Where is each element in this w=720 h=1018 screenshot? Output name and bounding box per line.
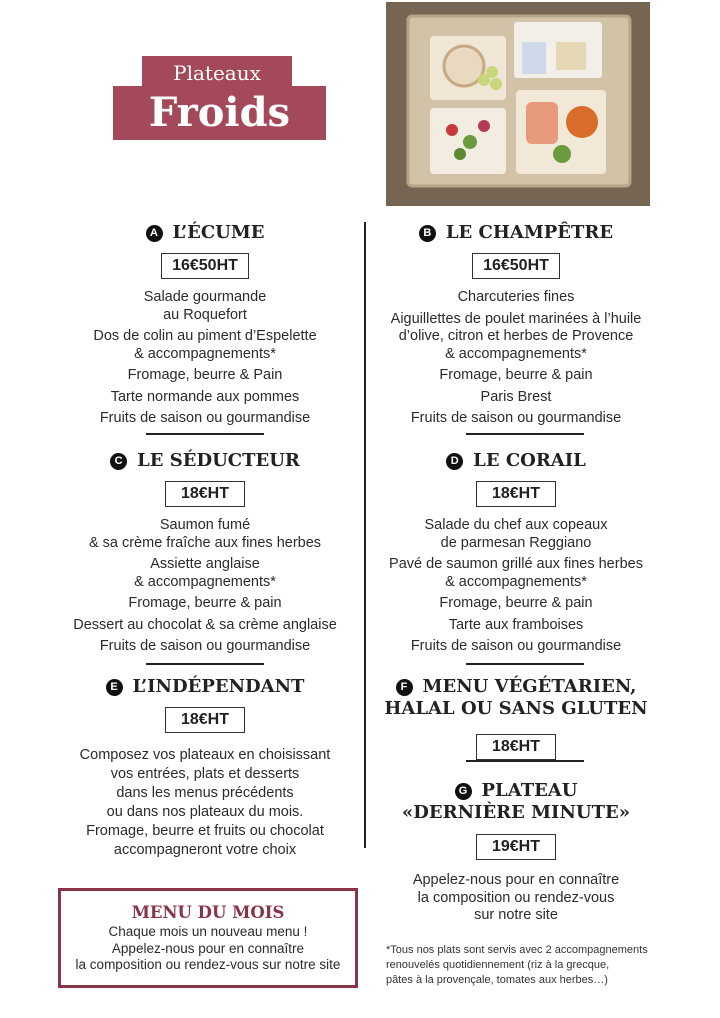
menu-item-a	[55, 222, 355, 428]
desc-line: Dessert au chocolat & sa crème anglaise	[73, 616, 337, 633]
footnote-line: pâtes à la provençale, tomates aux herbes…)	[386, 974, 608, 986]
item-title-row	[55, 222, 355, 244]
desc-line: Fruits de saison ou gourmandise	[99, 410, 311, 426]
box-line: Chaque mois un nouveau menu !	[108, 924, 308, 939]
desc-line: sur notre site	[474, 907, 558, 923]
menu-du-mois-box	[58, 888, 358, 988]
item-title: LE CORAIL	[473, 450, 586, 471]
letter-badge: F	[396, 679, 413, 696]
menu-item-e	[55, 676, 355, 860]
item-separator	[466, 760, 584, 762]
desc-line: Salade du chef aux copeaux	[424, 517, 608, 533]
item-description	[366, 872, 666, 925]
item-title-row	[366, 780, 666, 802]
desc-line: Appelez-nous pour en connaître	[412, 872, 620, 888]
desc-line: Composez vos plateaux en choisissant	[79, 747, 331, 763]
item-title: LE CHAMPÊTRE	[445, 222, 614, 243]
item-separator	[146, 663, 264, 665]
menu-du-mois-title: MENU DU MOIS	[131, 903, 285, 922]
desc-line: & accompagnements*	[445, 573, 587, 590]
item-description	[366, 289, 666, 428]
desc-line: Fruits de saison ou gourmandise	[99, 638, 311, 654]
letter-badge: D	[446, 453, 463, 470]
desc-line: Assiette anglaise	[150, 556, 260, 572]
item-title-row-2	[366, 698, 666, 720]
letter-badge: G	[455, 783, 472, 800]
desc-line: Charcuteries fines	[457, 289, 575, 305]
desc-line: Fromage, beurre & Pain	[127, 367, 283, 383]
item-price: 16€50HT	[472, 253, 560, 279]
item-separator	[466, 433, 584, 435]
desc-line: & accompagnements*	[134, 345, 276, 362]
item-title-row	[55, 676, 355, 698]
item-title-row-2	[366, 802, 666, 824]
menu-item-f	[366, 676, 666, 760]
item-description	[366, 517, 666, 656]
desc-line: Salade gourmande	[143, 289, 267, 305]
item-price: 19€HT	[476, 834, 556, 860]
menu-item-b	[366, 222, 666, 428]
menu-du-mois-text	[61, 924, 355, 974]
desc-line: Aiguillettes de poulet marinées à l’huile	[390, 310, 642, 327]
tray-illustration	[386, 2, 650, 206]
item-title-row	[366, 676, 666, 698]
item-description	[55, 517, 355, 656]
desc-line: de parmesan Reggiano	[440, 534, 592, 551]
desc-line: Fromage, beurre et fruits ou chocolat	[86, 823, 324, 839]
footnote-line: *Tous nos plats sont servis avec 2 accompagnements	[386, 944, 648, 956]
header-title: Froids	[113, 86, 326, 140]
menu-item-c	[55, 450, 355, 656]
desc-line: dans les menus précédents	[116, 785, 294, 801]
box-line: Appelez-nous pour en connaître	[111, 940, 305, 956]
item-separator	[146, 433, 264, 435]
item-description	[55, 746, 355, 860]
item-separator	[466, 663, 584, 665]
desc-line: la composition ou rendez-vous	[417, 889, 615, 906]
tray-photo	[386, 2, 650, 206]
desc-line: vos entrées, plats et desserts	[110, 766, 300, 782]
desc-line: Fruits de saison ou gourmandise	[410, 410, 622, 426]
desc-line: Paris Brest	[480, 388, 552, 405]
footnote	[386, 943, 686, 988]
menu-item-g	[366, 780, 666, 925]
desc-line: Fromage, beurre & pain	[128, 595, 282, 611]
item-price: 18€HT	[165, 481, 245, 507]
item-title: LE SÉDUCTEUR	[137, 450, 300, 471]
header-subtitle: Plateaux	[142, 56, 292, 90]
box-line: la composition ou rendez-vous sur notre site	[75, 957, 341, 972]
desc-line: & accompagnements*	[134, 573, 276, 590]
item-description	[55, 289, 355, 428]
item-title-row	[366, 222, 666, 244]
letter-badge: A	[146, 225, 163, 242]
letter-badge: B	[419, 225, 436, 242]
desc-line: au Roquefort	[163, 306, 247, 323]
item-price: 18€HT	[476, 734, 556, 760]
desc-line: accompagneront votre choix	[113, 842, 297, 858]
item-title-line2: HALAL OU SANS GLUTEN	[384, 698, 648, 719]
item-title-row	[55, 450, 355, 472]
item-price: 18€HT	[165, 707, 245, 733]
item-title: L’INDÉPENDANT	[132, 676, 305, 697]
desc-line: Fromage, beurre & pain	[439, 367, 593, 383]
item-title: L’ÉCUME	[172, 222, 265, 243]
letter-badge: C	[110, 453, 127, 470]
footnote-line: renouvelés quotidiennement (riz à la grecque,	[386, 959, 610, 971]
item-title: PLATEAU	[481, 780, 578, 801]
item-price: 18€HT	[476, 481, 556, 507]
menu-item-d	[366, 450, 666, 656]
desc-line: d’olive, citron et herbes de Provence	[398, 328, 634, 344]
desc-line: ou dans nos plateaux du mois.	[106, 804, 304, 820]
item-title-row	[366, 450, 666, 472]
letter-badge: E	[106, 679, 123, 696]
desc-line: Dos de colin au piment d’Espelette	[93, 328, 317, 344]
item-title: MENU VÉGÉTARIEN,	[422, 676, 637, 697]
item-title-line2: «DERNIÈRE MINUTE»	[402, 802, 630, 823]
item-price: 16€50HT	[161, 253, 249, 279]
desc-line: Pavé de saumon grillé aux fines herbes	[389, 556, 643, 572]
desc-line: Fruits de saison ou gourmandise	[410, 638, 622, 654]
desc-line: Saumon fumé	[159, 517, 251, 533]
desc-line: Fromage, beurre & pain	[439, 595, 593, 611]
desc-line: & sa crème fraîche aux fines herbes	[88, 534, 322, 551]
desc-line: & accompagnements*	[445, 345, 587, 362]
desc-line: Tarte aux framboises	[448, 616, 584, 633]
desc-line: Tarte normande aux pommes	[110, 388, 300, 405]
